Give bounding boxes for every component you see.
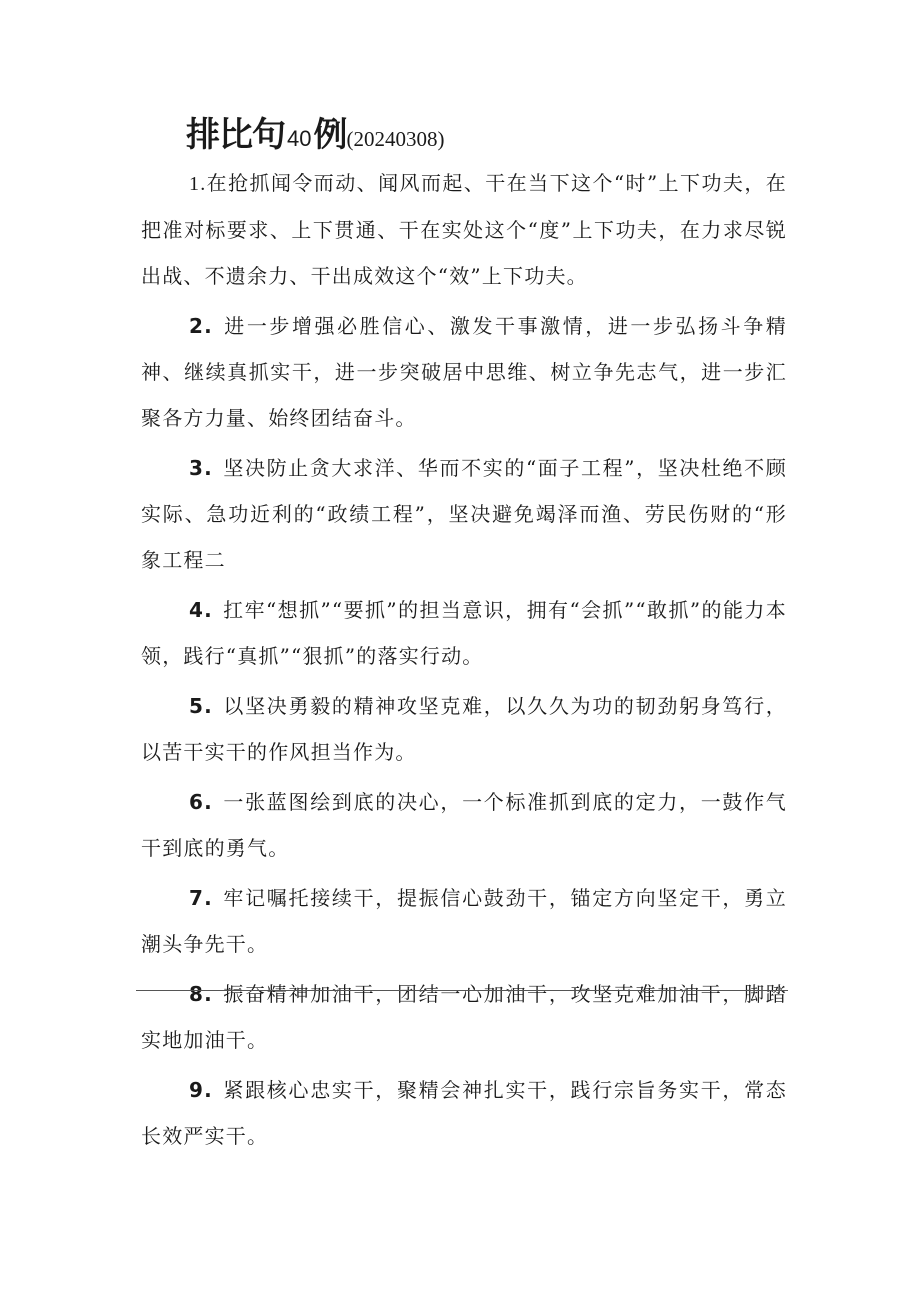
- item-text: 紧跟核心忠实干，聚精会神扎实干，践行宗旨务实干，常态长效严实干。: [141, 1078, 787, 1148]
- item-number: 3.: [189, 456, 213, 480]
- document-title: [186, 112, 444, 164]
- title-unit: 例: [313, 115, 347, 155]
- item-text: 以坚决勇毅的精神攻坚克难，以久久为功的韧劲躬身笃行，以苦干实干的作风担当作为。: [141, 694, 787, 764]
- item-text: 一张蓝图绘到底的决心，一个标准抓到底的定力，一鼓作气干到底的勇气。: [141, 790, 787, 860]
- title-main: 排比句: [186, 115, 285, 155]
- list-item: [141, 1067, 787, 1159]
- item-text: 进一步增强必胜信心、激发干事激情，进一步弘扬斗争精神、继续真抓实干，进一步突破居中思维、树立争先志气，进一步汇聚各方力量、始终团结奋斗。: [141, 314, 787, 430]
- list-item: [141, 445, 787, 583]
- item-text: 振奋精神加油干，团结一心加油干，攻坚克难加油干，脚踏实地加油干。: [141, 982, 787, 1052]
- item-text: 坚决防止贪大求洋、华而不实的“面子工程”，坚决杜绝不顾实际、急功近利的“政绩工程”，坚决避免竭泽而渔、劳民伤财的“形象工程二: [141, 456, 787, 572]
- title-count: 40: [287, 126, 312, 151]
- list-item: [141, 683, 787, 775]
- item-number: 9.: [189, 1078, 213, 1102]
- item-text: 扛牢“想抓”“要抓”的担当意识，拥有“会抓”“敢抓”的能力本领，践行“真抓”“狠抓”的落实行动。: [141, 598, 787, 668]
- list-item: [141, 160, 787, 299]
- item-number: 4.: [189, 598, 213, 622]
- item-text: 在抢抓闻令而动、闻风而起、干在当下这个“时”上下功夫，在把准对标要求、上下贯通、干在实处这个“度”上下功夫，在力求尽锐出战、不遗余力、干出成效这个“效”上下功夫。: [141, 171, 787, 288]
- item-number: 6.: [189, 790, 213, 814]
- list-item: [141, 779, 787, 871]
- item-number: 2.: [189, 314, 213, 338]
- item-number: 5.: [189, 694, 213, 718]
- document-body: [141, 160, 787, 1163]
- item-number: 7.: [189, 886, 213, 910]
- list-item: [141, 875, 787, 967]
- item-number: 8.: [189, 982, 213, 1006]
- page-divider: [136, 990, 788, 991]
- list-item: [141, 587, 787, 679]
- item-number: 1.: [189, 173, 207, 195]
- item-text: 牢记嘱托接续干，提振信心鼓劲干，锚定方向坚定干，勇立潮头争先干。: [141, 886, 787, 956]
- list-item: [141, 303, 787, 441]
- title-date: (20240308): [346, 127, 445, 151]
- list-item: [141, 971, 787, 1063]
